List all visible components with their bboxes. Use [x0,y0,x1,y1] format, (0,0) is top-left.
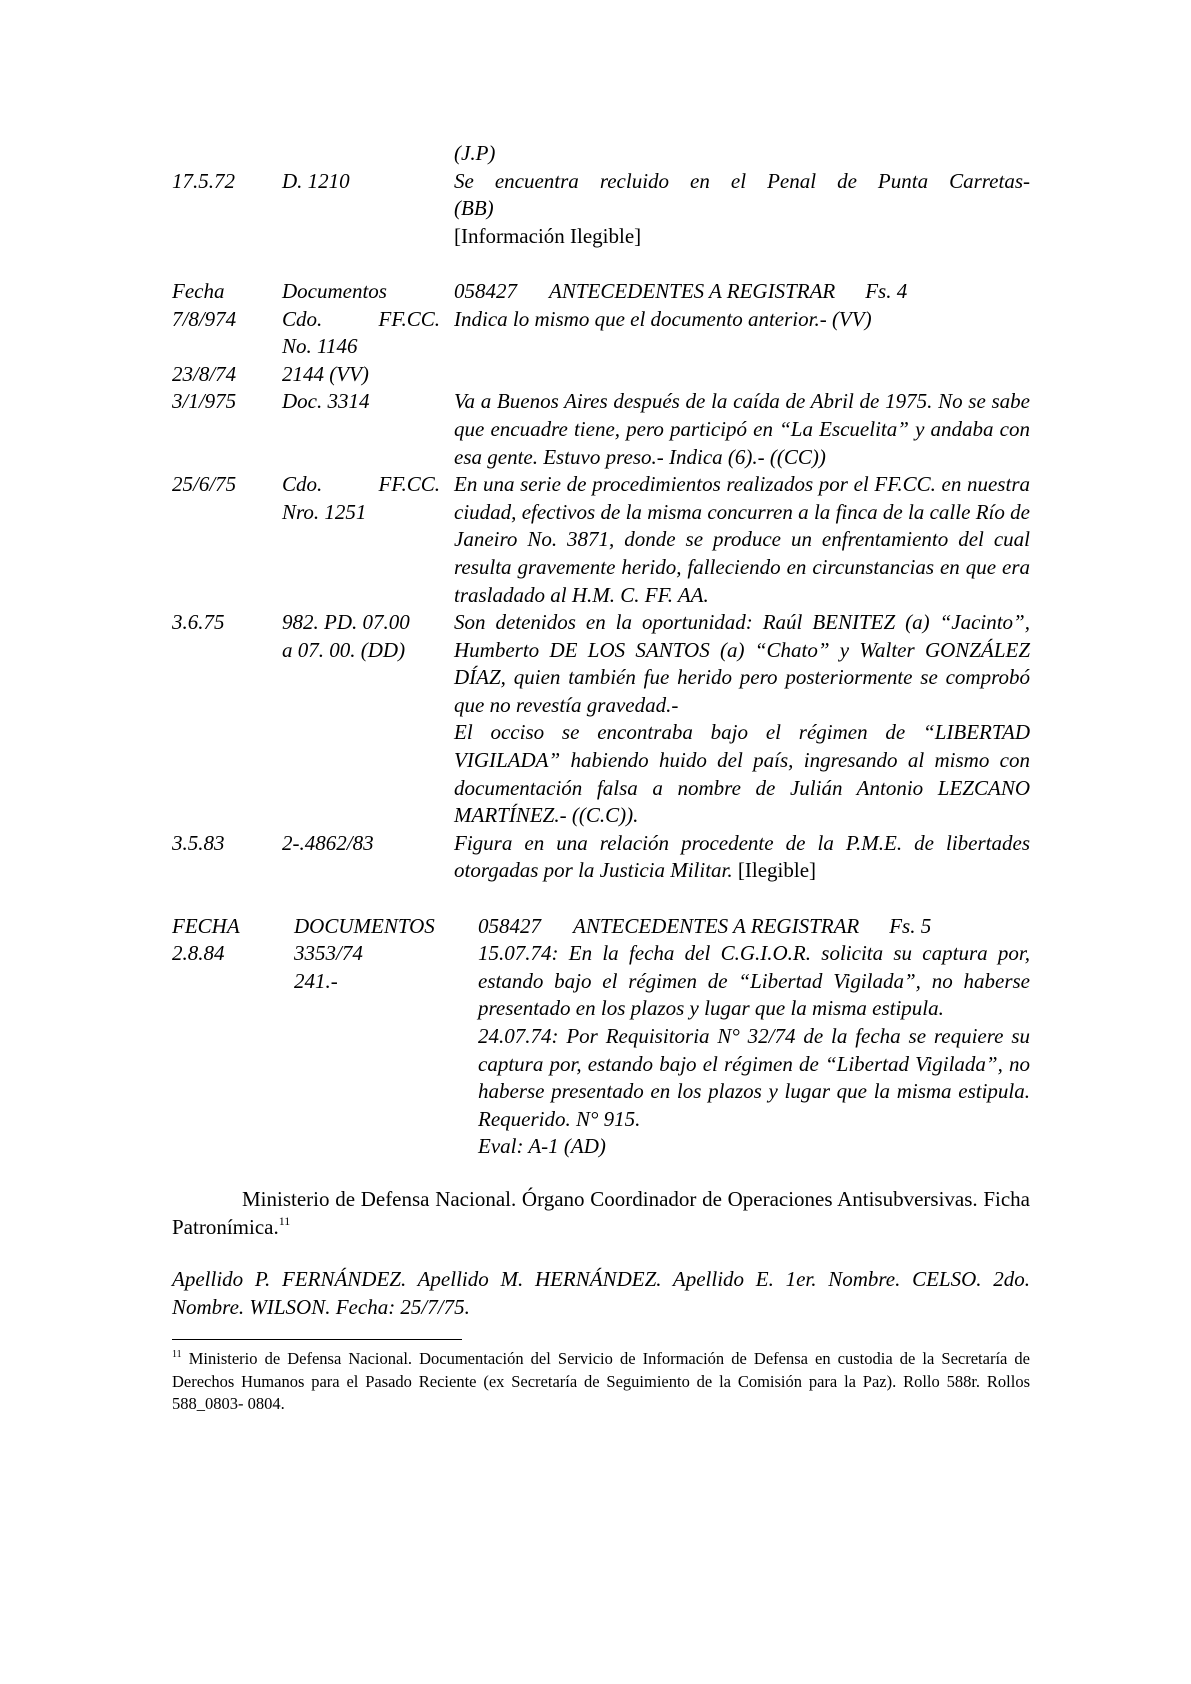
record-text: Son detenidos en la oportunidad: Raúl BENITEZ (a) “Jacinto”, Humberto DE LOS SANTOS (a) “Chato” y Walter GONZÁLEZ DÍAZ, quien también fue herido pero posteriormente se comprobó que no revestía gravedad.- [454,610,1030,717]
record-document: Doc. 3314 [282,389,370,414]
footnote-number: 11 [172,1349,182,1361]
footnote-ref: 11 [278,1213,291,1228]
record-date: 3/1/975 [172,389,237,414]
record-row [172,388,1030,471]
illegible-note: [Información Ilegible] [454,223,642,248]
record-date: 25/6/75 [172,472,237,497]
record-text: En una serie de procedimientos realizados por el FF.CC. en nuestra ciudad, efectivos de la misma concurren a la finca de la calle Río de Janeiro No. 3871, donde se produce un enfrentamiento del cual resulta gravemente herido, falleciendo en circunstancias en que era trasladado al H.M. C. FF. AA. [454,472,1030,607]
header-documentos: DOCUMENTOS [294,913,435,938]
record-text: El occiso se encontraba bajo el régimen de “LIBERTAD VIGILADA” habiendo huido del país, ingresando al mismo con documentación falsa a nombre de Julián Antonio LEZCANO MARTÍNEZ.- ((C.C)). [454,720,1030,828]
footnote: $^{11}$ Ministerio de Defensa Nacional. Documentación del Servicio de Información de Defensa en custodia de la Secretaría de Derechos Humanos para el Pasado Reciente (ex Secretaría de Seguimiento de la Comisión para la Paz). Rollo 588r. Rollos 588_0803- 0804. [172,1349,1031,1414]
record-document: a 07. 00. (DD) [282,637,406,662]
record-document: Nro. 1251 [282,499,367,524]
record-document: 982. PD. 07.00 [282,610,410,635]
record-document: Cdo. FF.CC. No. 1146 [282,306,440,359]
record-document: D. 1210 [282,168,350,193]
ministry-paragraph: Ministerio de Defensa Nacional. Órgano Coordinador de Operaciones Antisubversivas. Ficha Patronímica.$^{11}$ [172,1186,1030,1239]
record-date: 17.5.72 [172,168,235,193]
record-row [172,471,1030,830]
table-header [172,278,1030,306]
record-text: Se encuentra recluido en el Penal de Punta Carretas- (BB) [Información Ilegible] [454,168,1030,251]
footnote-divider [172,1339,462,1340]
names-paragraph: Apellido P. FERNÁNDEZ. Apellido M. HERNÁNDEZ. Apellido E. 1er. Nombre. CELSO. 2do. Nombre. WILSON. Fecha: 25/7/75. [172,1267,1030,1319]
record-row [172,306,1030,361]
record-date: 23/8/74 [172,361,237,386]
record-document: 2-.4862/83 [282,830,374,855]
document-page [172,140,1030,1416]
record-row [172,940,1030,1161]
illegible-note: [Ilegible] [737,858,817,883]
record-text: (J.P) [454,141,496,165]
header-fecha: Fecha [172,278,225,303]
record-text: Va a Buenos Aires después de la caída de Abril de 1975. No se sabe que encuadre tiene, pero participó en “La Escuelita” y andaba con esa gente. Estuvo preso.- Indica (6).- ((CC)) [454,389,1030,469]
record-text: 24.07.74: Por Requisitoria N° 32/74 de la fecha se requiere su captura por, estando bajo el régimen de “Libertad Vigilada”, no haberse presentado en los plazos y lugar que la misma estipula. Requerido. N° 915. [478,1024,1030,1131]
record-row [172,830,1030,885]
record-text: 15.07.74: En la fecha del C.G.I.O.R. solicita su captura por, estando bajo el régimen de “Libertad Vigilada”, no haberse presentado en los plazos y lugar que la misma estipula. [478,941,1030,1021]
record-document: 2144 (VV) [282,361,369,386]
header-documentos: Documentos [282,278,387,303]
record-text: Figura en una relación procedente de la P.M.E. de libertades otorgadas por la Justicia Militar. [Ilegible] [454,830,1030,883]
record-row [172,168,1030,251]
record-row [172,361,1030,389]
record-date: 2.8.84 [172,941,225,966]
record-row [172,140,1030,168]
header-fecha: FECHA [172,913,240,938]
record-date: 3.6.75 [172,610,225,635]
record-date: 3.5.83 [172,830,225,855]
record-text: Indica lo mismo que el documento anterior.- (VV) [454,306,872,331]
header-title: 058427 ANTECEDENTES A REGISTRAR Fs. 5 [478,913,932,938]
record-text: Eval: A-1 (AD) [478,1134,606,1159]
record-document: Cdo. FF.CC. [282,472,440,497]
table-header [172,913,1030,941]
header-title: 058427 ANTECEDENTES A REGISTRAR Fs. 4 [454,278,908,303]
record-document: 3353/74 241.- [294,941,363,993]
record-date: 7/8/974 [172,306,237,331]
